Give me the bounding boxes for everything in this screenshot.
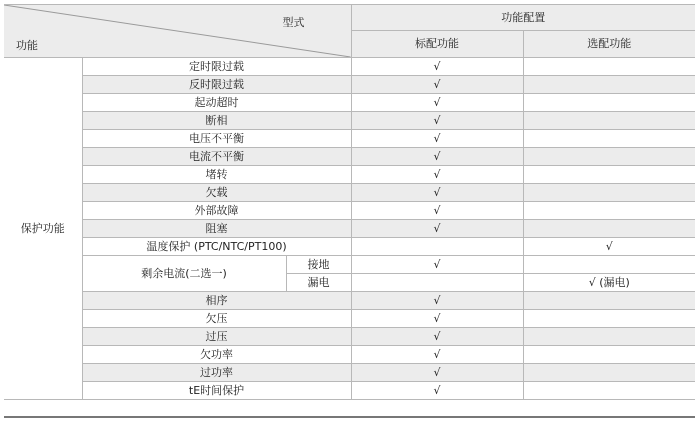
optional-cell: √ xyxy=(523,238,695,256)
table-row xyxy=(4,238,695,256)
optional-header: 选配功能 xyxy=(523,31,695,58)
standard-cell: √ xyxy=(351,328,523,346)
table-row xyxy=(4,148,695,166)
function-name-cell: 外部故障 xyxy=(82,202,351,220)
table-row xyxy=(4,346,695,364)
table-row xyxy=(4,256,695,274)
optional-cell xyxy=(523,76,695,94)
residual-sub-name-cell: 接地 xyxy=(286,256,351,274)
optional-cell xyxy=(523,346,695,364)
function-name-cell: 反时限过载 xyxy=(82,76,351,94)
table-body xyxy=(4,5,695,400)
function-name-cell: tE时间保护 xyxy=(82,382,351,400)
table-row xyxy=(4,166,695,184)
standard-cell: √ xyxy=(351,364,523,382)
standard-cell: √ xyxy=(351,346,523,364)
table-row xyxy=(4,112,695,130)
optional-cell xyxy=(523,310,695,328)
table-row xyxy=(4,220,695,238)
optional-cell xyxy=(523,364,695,382)
function-name-cell: 欠功率 xyxy=(82,346,351,364)
optional-cell: √ (漏电) xyxy=(523,274,695,292)
group-label-cell: 保护功能 xyxy=(4,58,82,400)
standard-cell: √ xyxy=(351,166,523,184)
optional-cell xyxy=(523,382,695,400)
standard-cell: √ xyxy=(351,310,523,328)
optional-cell xyxy=(523,256,695,274)
standard-cell: √ xyxy=(351,220,523,238)
table-row xyxy=(4,364,695,382)
diagonal-header-cell xyxy=(4,5,351,58)
function-name-cell: 过压 xyxy=(82,328,351,346)
optional-cell xyxy=(523,130,695,148)
optional-cell xyxy=(523,166,695,184)
function-name-cell: 欠载 xyxy=(82,184,351,202)
table-row xyxy=(4,130,695,148)
standard-cell xyxy=(351,238,523,256)
standard-cell: √ xyxy=(351,130,523,148)
optional-cell xyxy=(523,148,695,166)
optional-cell xyxy=(523,292,695,310)
function-name-cell: 堵转 xyxy=(82,166,351,184)
optional-cell xyxy=(523,94,695,112)
standard-cell: √ xyxy=(351,256,523,274)
header-row-1 xyxy=(4,5,695,31)
optional-cell xyxy=(523,202,695,220)
table-row xyxy=(4,184,695,202)
function-name-cell: 断相 xyxy=(82,112,351,130)
table-row xyxy=(4,292,695,310)
config-header: 功能配置 xyxy=(351,5,695,31)
function-name-cell: 相序 xyxy=(82,292,351,310)
table-row xyxy=(4,328,695,346)
standard-cell xyxy=(351,274,523,292)
function-name-cell: 阻塞 xyxy=(82,220,351,238)
function-name-cell: 欠压 xyxy=(82,310,351,328)
diagonal-line xyxy=(4,5,351,57)
function-label: 功能 xyxy=(16,39,38,52)
function-name-cell: 定时限过载 xyxy=(82,58,351,76)
function-name-cell: 过功率 xyxy=(82,364,351,382)
optional-cell xyxy=(523,58,695,76)
table-bottom-rule xyxy=(4,416,695,418)
standard-cell: √ xyxy=(351,202,523,220)
residual-current-cell: 剩余电流(二选一) xyxy=(82,256,286,292)
standard-cell: √ xyxy=(351,148,523,166)
optional-cell xyxy=(523,112,695,130)
table-row xyxy=(4,76,695,94)
function-name-cell: 起动超时 xyxy=(82,94,351,112)
standard-cell: √ xyxy=(351,292,523,310)
table-row xyxy=(4,202,695,220)
standard-cell: √ xyxy=(351,76,523,94)
table-row xyxy=(4,310,695,328)
residual-sub-name-cell: 漏电 xyxy=(286,274,351,292)
standard-cell: √ xyxy=(351,184,523,202)
optional-cell xyxy=(523,328,695,346)
table-row xyxy=(4,94,695,112)
function-name-cell: 温度保护 (PTC/NTC/PT100) xyxy=(82,238,351,256)
function-name-cell: 电流不平衡 xyxy=(82,148,351,166)
function-config-table-wrapper xyxy=(4,4,695,400)
standard-header: 标配功能 xyxy=(351,31,523,58)
standard-cell: √ xyxy=(351,94,523,112)
function-config-table xyxy=(4,4,695,400)
function-name-cell: 电压不平衡 xyxy=(82,130,351,148)
optional-cell xyxy=(523,220,695,238)
optional-cell xyxy=(523,184,695,202)
type-label: 型式 xyxy=(282,16,305,29)
standard-cell: √ xyxy=(351,382,523,400)
table-row xyxy=(4,382,695,400)
standard-cell: √ xyxy=(351,112,523,130)
table-row xyxy=(4,58,695,76)
standard-cell: √ xyxy=(351,58,523,76)
